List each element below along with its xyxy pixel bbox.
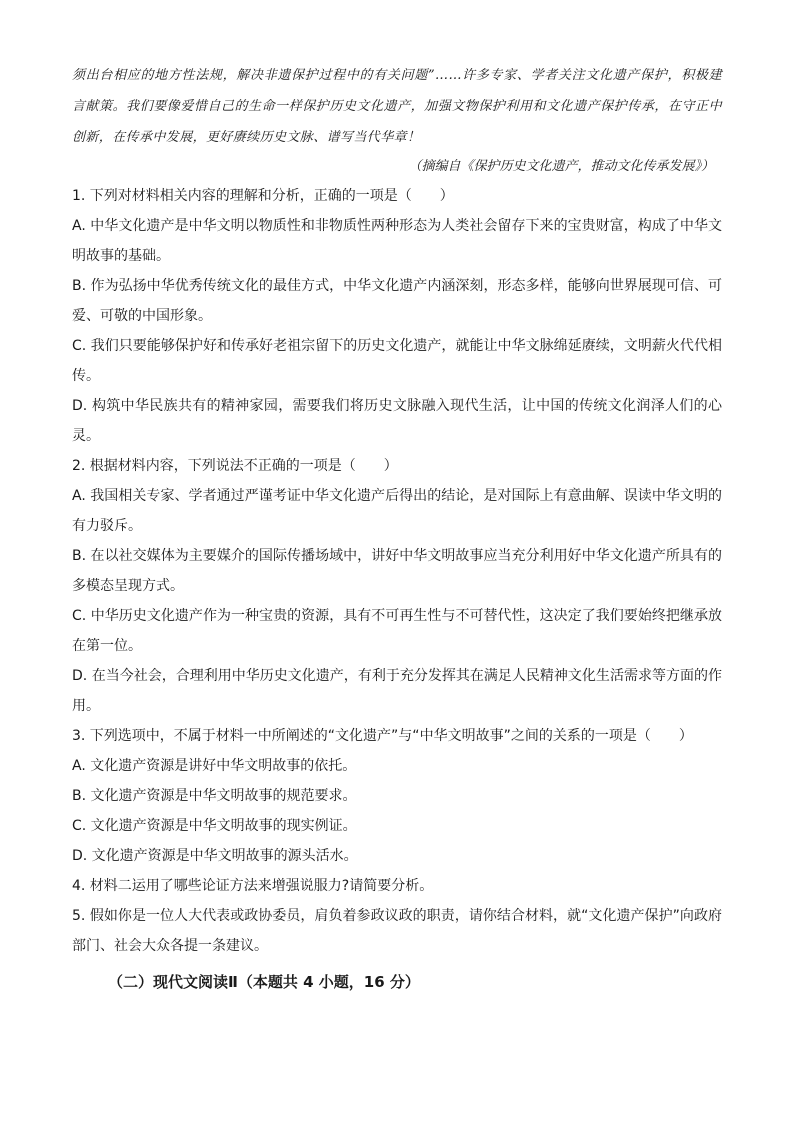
- question-stem: 5. 假如你是一位人大代表或政协委员，肩负着参政议政的职责，请你结合材料，就“文化遗产保护”向政府部门、社会大众各提一条建议。: [72, 908, 722, 954]
- option-d: D. 构筑中华民族共有的精神家园，需要我们将历史文脉融入现代生活，让中国的传统文化润泽人们的心灵。: [72, 398, 722, 444]
- passage-source: （摘编自《保护历史文化遗产，推动文化传承发展》）: [408, 159, 714, 174]
- question-3: [72, 721, 722, 871]
- option-c: C. 中华历史文化遗产作为一种宝贵的资源，具有不可再生性与不可替代性，这决定了我们要始终把继承放在第一位。: [72, 608, 722, 654]
- option-a: A. 中华文化遗产是中华文明以物质性和非物质性两种形态为人类社会留存下来的宝贵财富，构成了中华文明故事的基础。: [72, 218, 722, 264]
- document-page: [72, 60, 722, 997]
- passage-text: 须出台相应的地方性法规，解决非遗保护过程中的有关问题”……许多专家、学者关注文化遗产保护，积极建言献策。我们要像爱惜自己的生命一样保护历史文化遗产，加强文物保护利用和文化遗产保护传承，在守正中创新，在传承中发展，更好赓续历史文脉、谱写当代华章！: [72, 68, 722, 145]
- question-2: [72, 451, 722, 721]
- option-a: A. 文化遗产资源是讲好中华文明故事的依托。: [72, 758, 357, 774]
- option-b: B. 作为弘扬中华优秀传统文化的最佳方式，中华文化遗产内涵深刻，形态多样，能够向世界展现可信、可爱、可敬的中国形象。: [72, 278, 722, 324]
- question-1: [72, 181, 722, 451]
- option-c: C. 我们只要能够保护好和传承好老祖宗留下的历史文化遗产，就能让中华文脉绵延赓续，文明薪火代代相传。: [72, 338, 722, 384]
- option-b: B. 在以社交媒体为主要媒介的国际传播场域中，讲好中华文明故事应当充分利用好中华文化遗产所具有的多模态呈现方式。: [72, 548, 722, 594]
- question-5: [72, 901, 722, 961]
- section-title: （二）现代文阅读Ⅱ（本题共 4 小题，16 分）: [108, 973, 420, 991]
- option-c: C. 文化遗产资源是中华文明故事的现实例证。: [72, 818, 357, 834]
- option-a: A. 我国相关专家、学者通过严谨考证中华文化遗产后得出的结论，是对国际上有意曲解、误读中华文明的有力驳斥。: [72, 488, 722, 534]
- question-4: [72, 871, 722, 901]
- question-stem: 2. 根据材料内容，下列说法不正确的一项是（ ）: [72, 458, 398, 474]
- option-d: D. 在当今社会，合理利用中华历史文化遗产，有利于充分发挥其在满足人民精神文化生活需求等方面的作用。: [72, 668, 722, 714]
- question-stem: 4. 材料二运用了哪些论证方法来增强说服力?请简要分析。: [72, 878, 434, 894]
- question-stem: 3. 下列选项中，不属于材料一中所阐述的“文化遗产”与“中华文明故事”之间的关系的一项是（ ）: [72, 728, 693, 744]
- option-b: B. 文化遗产资源是中华文明故事的规范要求。: [72, 788, 357, 804]
- option-d: D. 文化遗产资源是中华文明故事的源头活水。: [72, 848, 358, 864]
- question-stem: 1. 下列对材料相关内容的理解和分析，正确的一项是（ ）: [72, 188, 454, 204]
